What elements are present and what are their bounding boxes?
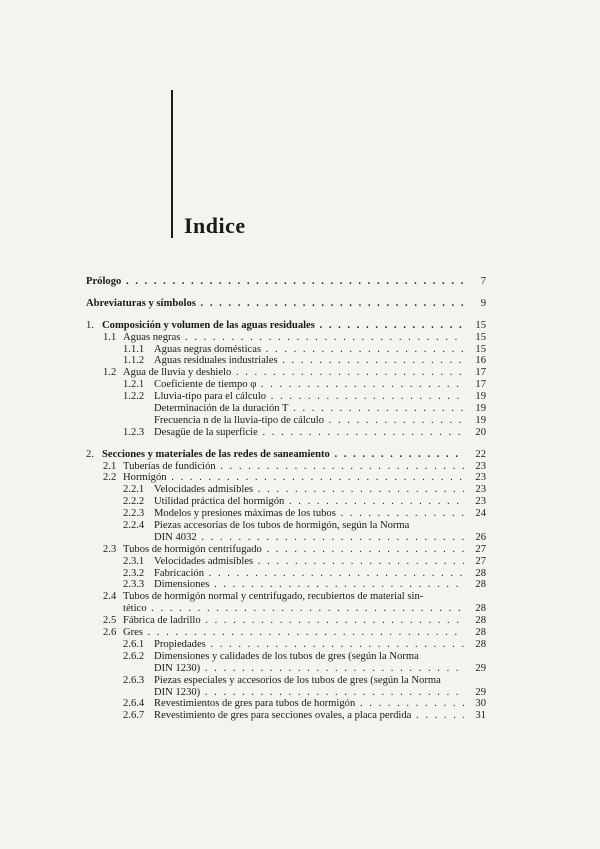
toc-entry-number: 1.1.2 [123,355,145,367]
toc-entry-title: Dimensiones . . . [154,579,464,591]
toc-entry-title: Modelos y presiones máximas de los tubos . . . [154,508,464,520]
toc-entry-title: Velocidades admisibles . . . [154,556,464,568]
toc-entry-page: 30 [475,698,486,710]
toc-entry-page: 23 [475,472,486,484]
toc-entry-title: Propiedades . . . [154,639,464,651]
toc-entry-number: 1.2.1 [123,379,145,391]
toc-entry-title: Hormigón . . . [123,472,464,484]
toc-entry-title: Agua de lluvia y deshielo . . . [123,367,464,379]
toc-entry [86,710,486,722]
toc-entry-title: Aguas negras domésticas . . . [154,344,464,356]
toc-entry-number: 2.4 [103,591,117,603]
toc-entry [86,403,486,415]
toc-entry [86,332,486,344]
toc-entry [86,675,486,687]
toc-entry [86,627,486,639]
toc-entry-page: 28 [475,627,486,639]
toc-entry-number: 1.2 [103,367,117,379]
toc-entry [86,472,486,484]
toc-entry-page: 22 [475,448,486,460]
toc-entry [86,591,486,603]
toc-entry-number: 2.6.1 [123,638,145,650]
toc-entry-title: Lluvia-tipo para el cálculo . . . [154,391,464,403]
toc-entry-page: 19 [475,391,486,403]
toc-entry-page: 9 [480,297,486,309]
toc-entry-number: 1.1 [103,331,117,343]
toc-entry-title: DIN 1230) . . . [154,663,464,675]
toc-entry [86,615,486,627]
toc-entry-number: 2.3.3 [123,579,145,591]
toc-entry [86,367,486,379]
toc-entry-title: Desagüe de la superficie . . . [154,427,464,439]
toc-entry [86,344,486,356]
toc-entry [86,496,486,508]
toc-entry [86,544,486,556]
toc-entry [86,556,486,568]
toc-entry-number: 1. [86,319,94,331]
toc-entry-page: 16 [475,355,486,367]
toc-entry-number: 2.6 [103,627,117,639]
toc-entry-number: 2.5 [103,615,117,627]
toc-entry-title: Tubos de hormigón normal y centrifugado, recubiertos de material sin- [123,591,424,603]
toc-entry [86,639,486,651]
toc-entry-number: 2.6.7 [123,710,145,722]
toc-entry-title: Secciones y materiales de las redes de saneamiento . . . [102,449,464,461]
toc-entry-title: Tuberías de fundición . . . [123,461,464,473]
toc-entry-title: DIN 1230) . . . [154,687,464,699]
toc-entry [86,427,486,439]
toc-entry-number: 2.6.4 [123,698,145,710]
toc-entry [86,484,486,496]
toc-entry-title: Determinación de la duración T . . . [154,403,464,415]
toc-entry-page: 23 [475,484,486,496]
toc-entry-page: 28 [475,567,486,579]
toc-entry-page: 29 [475,662,486,674]
toc-entry-page: 23 [475,496,486,508]
toc-entry-title: Prólogo . . . [86,276,464,288]
toc-entry [86,520,486,532]
toc-entry-page: 27 [475,555,486,567]
toc-entry [86,415,486,427]
toc-entry-page: 20 [475,426,486,438]
toc-entry-number: 2.2 [103,472,117,484]
toc-entry-title: Fabricación . . . [154,568,464,580]
toc-entry-title: Fábrica de ladrillo . . . [123,615,464,627]
toc-entry-title: DIN 4032 . . . [154,532,464,544]
toc-entry-number: 2.6.2 [123,650,145,662]
toc-entry-page: 28 [475,603,486,615]
page-title: Indice [184,213,246,238]
toc-entry-title: Revestimiento de gres para secciones ovales, a placa perdida . . . [154,710,464,722]
toc-entry-number: 2.1 [103,460,117,472]
toc-entry-title: Abreviaturas y símbolos . . . [86,298,464,310]
toc-entry-title: Frecuencia n de la lluvia-tipo de cálculo . . . [154,415,464,427]
toc-entry-page: 17 [475,379,486,391]
toc-entry-title: Dimensiones y calidades de los tubos de gres (según la Norma [154,650,419,662]
toc-entry-title: Revestimientos de gres para tubos de hormigón . . . [154,698,464,710]
toc-entry-page: 15 [475,331,486,343]
toc-entry-title: Tubos de hormigón centrifugado . . . [123,544,464,556]
toc-entry-title: Composición y volumen de las aguas residuales . . . [102,320,464,332]
toc-entry-title: Aguas negras . . . [123,332,464,344]
toc-entry [86,276,486,288]
toc-entry-number: 1.2.2 [123,391,145,403]
toc-entry-page: 19 [475,403,486,415]
toc-entry-page: 29 [475,686,486,698]
toc-entry-title: Velocidades admisibles . . . [154,484,464,496]
toc-entry-page: 31 [475,710,486,722]
toc-entry [86,449,486,461]
toc-entry [86,298,486,310]
toc-entry-number: 2.2.1 [123,484,145,496]
toc-entry-number: 2.3.2 [123,567,145,579]
toc-entry [86,355,486,367]
toc-entry-page: 26 [475,531,486,543]
toc-entry-page: 7 [480,276,486,287]
vertical-rule [171,90,173,238]
toc-entry-title: Aguas residuales industriales . . . [154,355,464,367]
toc-entry [86,532,486,544]
toc-entry-title: Coeficiente de tiempo φ . . . [154,379,464,391]
toc-entry-number: 2.2.4 [123,520,145,532]
toc-entry [86,698,486,710]
toc-entry-page: 24 [475,508,486,520]
toc-entry-number: 2.2.2 [123,496,145,508]
toc-entry [86,663,486,675]
toc-entry-title: tético . . . [123,603,464,615]
toc-entry-number: 2.3 [103,543,117,555]
toc-entry-title: Utilidad práctica del hormigón . . . [154,496,464,508]
toc-entry [86,579,486,591]
toc-entry-number: 2.6.3 [123,674,145,686]
toc-entry [86,320,486,332]
toc-entry [86,687,486,699]
toc-entry-number: 1.1.1 [123,343,145,355]
toc-entry-number: 1.2.3 [123,426,145,438]
toc-entry-page: 17 [475,367,486,379]
toc-entry-title: Piezas especiales y accesorios de los tubos de gres (según la Norma [154,674,441,686]
toc-entry-number: 2. [86,448,94,460]
table-of-contents [86,276,486,722]
toc-entry-page: 28 [475,638,486,650]
toc-entry [86,379,486,391]
toc-entry-number: 2.2.3 [123,508,145,520]
toc-entry-page: 19 [475,414,486,426]
toc-entry [86,391,486,403]
toc-entry [86,461,486,473]
toc-entry-page: 27 [475,543,486,555]
toc-entry [86,603,486,615]
toc-entry-page: 15 [475,319,486,331]
toc-entry-page: 15 [475,343,486,355]
toc-entry-page: 23 [475,460,486,472]
toc-entry-title: Piezas accesorias de los tubos de hormigón, según la Norma [154,520,410,532]
toc-entry-title: Gres . . . [123,627,464,639]
toc-entry-page: 28 [475,579,486,591]
toc-entry-page: 28 [475,615,486,627]
toc-entry [86,508,486,520]
toc-entry [86,651,486,663]
toc-entry-number: 2.3.1 [123,555,145,567]
toc-entry [86,568,486,580]
